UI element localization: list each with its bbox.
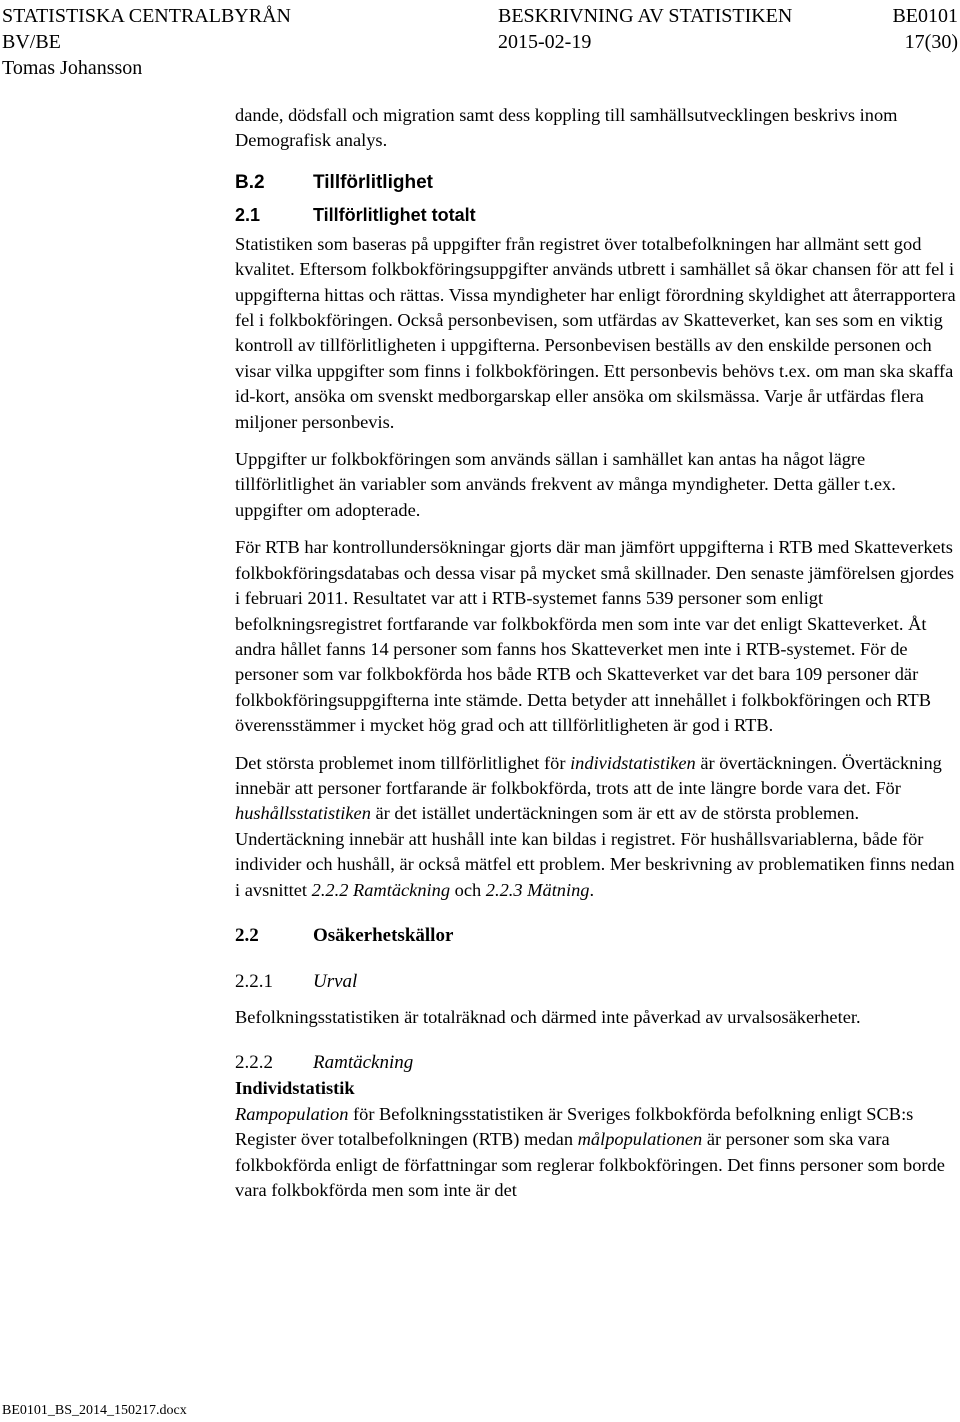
- header-dept: BV/BE: [2, 31, 61, 53]
- subsection-heading-2-2-1: [235, 969, 957, 995]
- paragraph-reliability: Statistiken som baseras på uppgifter från registret över totalbefolkningen har allmänt sett god kvalitet. Eftersom folkbokföringsuppgifter används utbrett i samhället så ökar chansen för att fel i uppgifterna hittas och rättas. Vissa myndigheter har enligt förordning skyldighet att återrapportera fel i folkbokföringen. Också personbevisen, som utfärdas av Skatteverket, kan ses som en viktig kontroll av tillförlitligheten i uppgifterna. Personbevisen beställs av den enskilde personen och visar vilka uppgifter som finns i folkbokföringen. Ett personbevis behövs t.ex. om man ska skaffa id-kort, ansöka om svenskt medborgarskap eller ansöka om skilsmässa. Varje år utfärdas flera miljoner personbevis.: [235, 233, 956, 432]
- section-heading-b2: [235, 170, 957, 196]
- section-heading-2-2: [235, 923, 957, 949]
- header-row-1: [0, 4, 960, 28]
- paragraph-overcoverage: Det största problemet inom tillförlitlighet för individstatistiken är övertäckningen. Övertäckning innebär att personer fortfarande är folkbokförda, trots att de inte längre borde vara det. För hushållsstatistiken är det istället undertäckningen som är ett av de största problemen. Undertäckning innebär att hushåll inte kan bildas i registret. För hushållsvariablerna, både för individer och hushåll, är också mätfel ett problem. Mer beskrivning av problematiken finns nedan i avsnittet 2.2.2 Ramtäckning och 2.2.3 Mätning.: [235, 752, 955, 900]
- subsection-heading-2-2-2: [235, 1050, 957, 1076]
- header-page-number: 17(30): [904, 31, 958, 53]
- footer-filename: BE0101_BS_2014_150217.docx: [2, 1403, 187, 1418]
- document-body: [235, 103, 957, 1203]
- subheading-individual-statistics: Individstatistik: [235, 1078, 355, 1099]
- paragraph-frame-population: Rampopulation för Befolkningsstatistiken är Sveriges folkbokförda befolkning enligt SCB:s Register över totalbefolkningen (RTB) medan målpopulationen är personer som ska vara folkbokförda enligt de författningar som reglerar folkbokföringen. Det finns personer som borde vara folkbokförda men som inte är det: [235, 1103, 945, 1200]
- section-number: 2.1: [235, 204, 261, 225]
- paragraph-rare-variables: Uppgifter ur folkbokföringen som används sällan i samhället kan antas ha något lägre tillförlitlighet än variabler som används frekvent av många myndigheter. Detta gäller t.ex. uppgifter om adopterade.: [235, 449, 896, 520]
- section-title: Tillförlitlighet totalt: [313, 204, 476, 225]
- header-row-3: [0, 56, 960, 80]
- paragraph-sampling: Befolkningsstatistiken är totalräknad och därmed inte påverkad av urvalsosäkerheter.: [235, 1006, 861, 1027]
- section-number: B.2: [235, 171, 265, 193]
- section-heading-2-1: [235, 202, 957, 228]
- paragraph-rtb-control: För RTB har kontrollundersökningar gjorts där man jämfört uppgifterna i RTB med Skatteverkets folkbokföringsdatabas och dessa visar på mycket små skillnader. Den senaste jämförelsen gjordes i februari 2011. Resultatet var att i RTB-systemet fanns 539 personer som enligt befolkningsregistret fortfarande var folkbokförda men som inte var det enligt Skatteverket. Åt andra hållet fanns 14 personer som fanns hos Skatteverket men inte i RTB-systemet. För de personer som var folkbokförda hos både RTB och Skatteverket var det bara 109 personer där folkbokföringsuppgifterna inte stämde. Detta betyder att innehållet i folkbokföringen och RTB överensstämmer i mycket hög grad och att tillförlitligheten är god i RTB.: [235, 537, 955, 736]
- section-title: Tillförlitlighet: [313, 171, 433, 193]
- header-date: 2015-02-19: [498, 31, 592, 53]
- subsection-title: Ramtäckning: [313, 1052, 414, 1074]
- header-org: STATISTISKA CENTRALBYRÅN: [2, 5, 291, 27]
- subsection-title: Urval: [313, 970, 358, 992]
- header-author: Tomas Johansson: [2, 57, 143, 79]
- header-row-2: [0, 30, 960, 54]
- header-doc-type: BESKRIVNING AV STATISTIKEN: [498, 5, 793, 27]
- section-number: 2.2: [235, 924, 259, 946]
- subsection-number: 2.2.2: [235, 1052, 273, 1074]
- header-doc-code: BE0101: [892, 5, 958, 27]
- section-title: Osäkerhetskällor: [313, 924, 454, 946]
- subsection-number: 2.2.1: [235, 970, 273, 992]
- intro-paragraph: dande, dödsfall och migration samt dess koppling till samhällsutvecklingen beskrivs inom Demografisk analys.: [235, 105, 898, 151]
